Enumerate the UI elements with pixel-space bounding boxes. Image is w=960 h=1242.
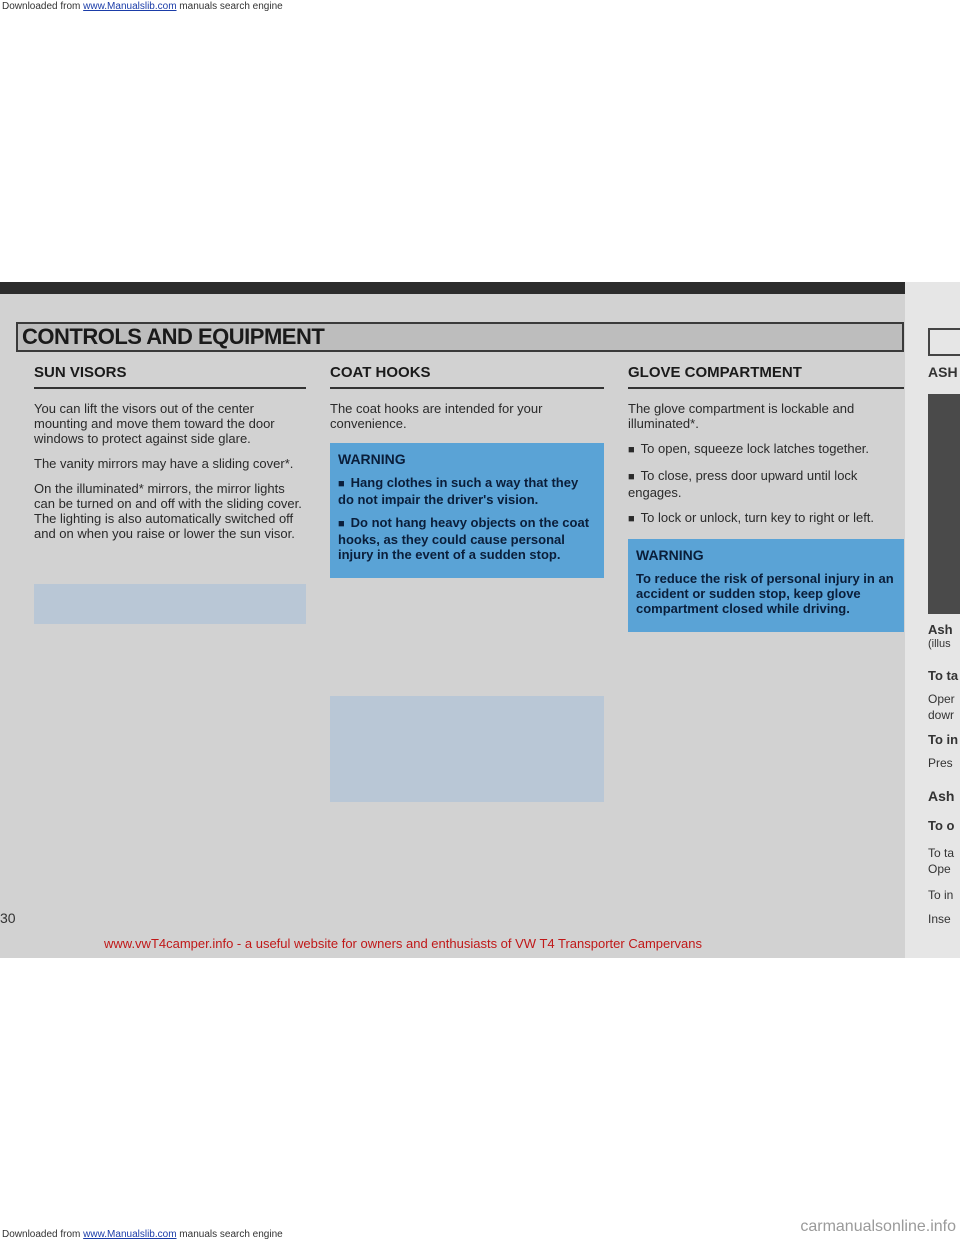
- glove-compartment-bullet: ■ To lock or unlock, turn key to right or left.: [628, 510, 904, 527]
- sun-visors-heading: SUN VISORS: [34, 364, 306, 389]
- glove-compartment-column: [628, 364, 904, 632]
- next-page-text: To o: [928, 818, 955, 833]
- next-page-text: Inse: [928, 912, 951, 926]
- glove-compartment-heading: GLOVE COMPARTMENT: [628, 364, 904, 389]
- warning-title: WARNING: [636, 547, 704, 563]
- sun-visors-paragraph: On the illuminated* mirrors, the mirror lights can be turned on and off with the sliding cover. The lighting is also automatically switched off and on when you raise or lower the sun visor.: [34, 481, 302, 541]
- warning-item: ■ Do not hang heavy objects on the coat hooks, as they could cause personal injury in the event of a sudden stop.: [338, 515, 596, 562]
- next-page-text: (illus: [928, 638, 951, 650]
- sun-visors-column: [34, 364, 306, 551]
- next-page-text: Ash: [928, 622, 953, 637]
- page-top-edge: [0, 282, 960, 294]
- next-page-heading: ASH: [928, 364, 958, 380]
- next-page-text: Oper: [928, 692, 955, 706]
- sun-visors-paragraph: You can lift the visors out of the center mounting and move them toward the door windows to protect against side glare.: [34, 401, 275, 446]
- manual-page: [0, 282, 960, 958]
- vwt4camper-link[interactable]: www.vwT4camper.info - a useful website for owners and enthusiasts of VW T4 Transporter Campervans: [104, 936, 703, 951]
- bottom-download-banner: [0, 1228, 285, 1241]
- next-page-header-frame: [928, 328, 960, 356]
- coat-hooks-heading: COAT HOOKS: [330, 364, 604, 389]
- banner-suffix: manuals search engine: [176, 1, 283, 12]
- manualslib-link[interactable]: www.Manualslib.com: [83, 1229, 177, 1240]
- coat-hooks-column: [330, 364, 604, 578]
- glove-compartment-paragraph: The glove compartment is lockable and illuminated*.: [628, 401, 855, 431]
- next-page-text: dowr: [928, 708, 955, 722]
- top-download-banner: [0, 0, 285, 13]
- section-title: CONTROLS AND EQUIPMENT: [22, 324, 325, 349]
- banner-suffix: manuals search engine: [176, 1229, 283, 1240]
- show-through-block: [330, 696, 604, 802]
- glove-compartment-warning-box: [628, 539, 904, 632]
- sun-visors-paragraph: The vanity mirrors may have a sliding cover*.: [34, 456, 294, 471]
- next-page-text: Ash: [928, 788, 955, 804]
- glove-compartment-bullet: ■ To close, press door upward until lock engages.: [628, 468, 904, 500]
- coat-hooks-warning-box: [330, 443, 604, 578]
- warning-item: ■ Hang clothes in such a way that they do not impair the driver's vision.: [338, 475, 596, 507]
- next-page-photo: [928, 394, 960, 614]
- warning-text: To reduce the risk of personal injury in an accident or sudden stop, keep glove compartment closed while driving.: [636, 571, 894, 616]
- next-page-text: To in: [928, 888, 954, 902]
- page-number: 30: [0, 910, 16, 926]
- manualslib-link[interactable]: www.Manualslib.com: [83, 1, 177, 12]
- banner-prefix: Downloaded from: [2, 1, 84, 12]
- next-page-text: Ope: [928, 862, 951, 876]
- show-through-block: [34, 584, 306, 624]
- watermark: carmanualsonline.info: [800, 1218, 956, 1235]
- next-page-text: To ta: [928, 846, 955, 860]
- next-page-text: Pres: [928, 756, 953, 770]
- glove-compartment-bullet: ■ To open, squeeze lock latches together.: [628, 441, 904, 458]
- banner-prefix: Downloaded from: [2, 1229, 84, 1240]
- next-page-text: To in: [928, 732, 959, 747]
- next-page-text: To ta: [928, 668, 959, 683]
- warning-title: WARNING: [338, 451, 406, 467]
- coat-hooks-paragraph: The coat hooks are intended for your convenience.: [330, 401, 543, 431]
